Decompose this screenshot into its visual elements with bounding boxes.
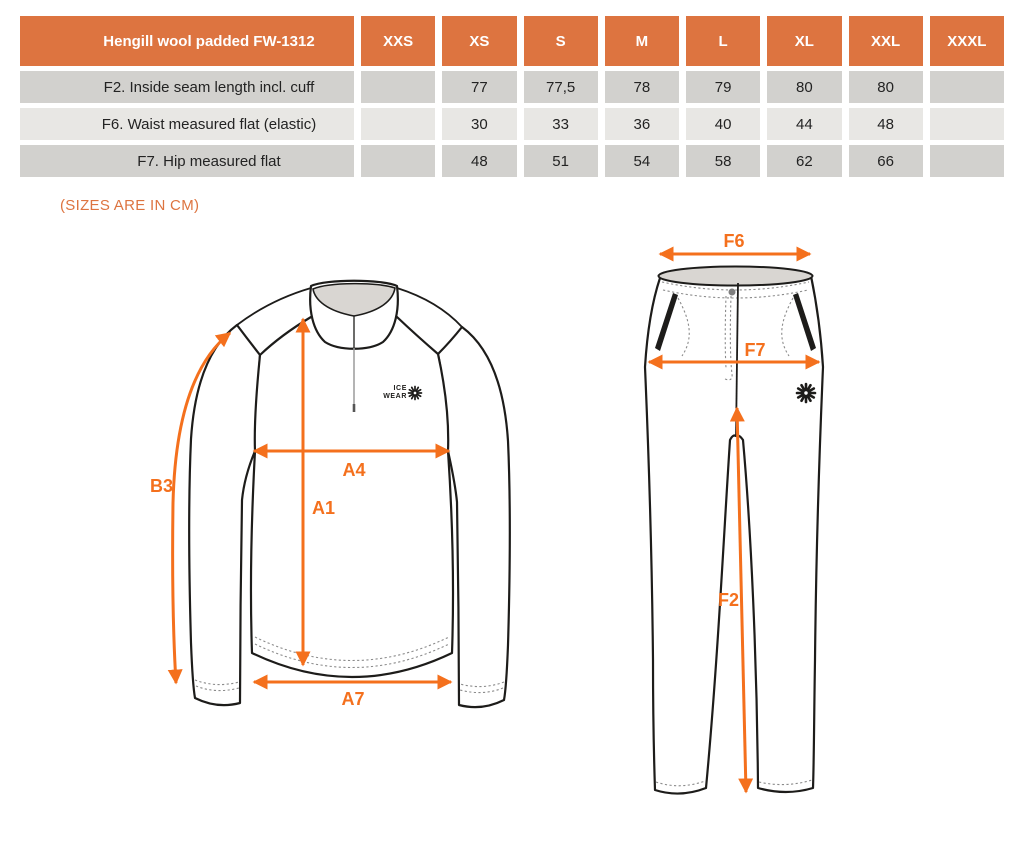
size-value: 58 — [686, 145, 760, 177]
size-value: 51 — [524, 145, 598, 177]
units-note: (SIZES ARE IN CM) — [60, 197, 200, 214]
size-value: 48 — [442, 145, 516, 177]
size-value — [361, 108, 435, 140]
left-shoulder-seam — [237, 288, 311, 325]
brand-logo-text-line1: ICE — [393, 385, 407, 392]
measure-label-f7: F7 — [744, 340, 766, 360]
size-value — [930, 145, 1004, 177]
size-value: 33 — [524, 108, 598, 140]
size-value: 80 — [849, 71, 923, 103]
size-table — [20, 16, 1004, 177]
size-value: 79 — [686, 71, 760, 103]
size-column-header-xs: XS — [442, 16, 516, 66]
brand-logo-text-line2: WEAR — [383, 393, 407, 400]
size-column-header-xxl: XXL — [849, 16, 923, 66]
row-label-f2: F2. Inside seam length incl. cuff — [20, 71, 354, 103]
measure-label-f2: F2 — [717, 590, 739, 610]
size-value: 77 — [442, 71, 516, 103]
measure-label-a1: A1 — [312, 498, 336, 518]
size-column-header-m: M — [605, 16, 679, 66]
pants-body — [645, 276, 823, 794]
size-value: 66 — [849, 145, 923, 177]
jacket-left-sleeve — [189, 325, 260, 705]
size-value: 78 — [605, 71, 679, 103]
measure-label-b3: B3 — [150, 476, 174, 496]
size-value: 44 — [767, 108, 841, 140]
product-name-header: Hengill wool padded FW-1312 — [20, 16, 354, 66]
jacket-measurement-diagram — [150, 255, 550, 725]
size-column-header-xxs: XXS — [361, 16, 435, 66]
size-value: 36 — [605, 108, 679, 140]
row-label-f7: F7. Hip measured flat — [20, 145, 354, 177]
waist-button — [729, 289, 736, 296]
measure-label-a4: A4 — [342, 460, 366, 480]
size-value — [930, 71, 1004, 103]
size-value: 30 — [442, 108, 516, 140]
size-value: 54 — [605, 145, 679, 177]
size-column-header-l: L — [686, 16, 760, 66]
jacket-body — [251, 317, 453, 677]
size-value: 62 — [767, 145, 841, 177]
size-value — [361, 145, 435, 177]
size-column-header-xl: XL — [767, 16, 841, 66]
measure-label-a7: A7 — [341, 689, 365, 709]
waist-opening — [659, 267, 813, 286]
right-shoulder-seam — [397, 288, 462, 327]
size-value — [361, 71, 435, 103]
size-column-header-s: S — [524, 16, 598, 66]
size-value — [930, 108, 1004, 140]
size-value: 48 — [849, 108, 923, 140]
size-value: 80 — [767, 71, 841, 103]
size-value: 40 — [686, 108, 760, 140]
size-value: 77,5 — [524, 71, 598, 103]
measure-label-f6: F6 — [723, 231, 745, 251]
row-label-f6: F6. Waist measured flat (elastic) — [20, 108, 354, 140]
pants-measurement-diagram — [618, 230, 888, 820]
size-column-header-xxxl: XXXL — [930, 16, 1004, 66]
